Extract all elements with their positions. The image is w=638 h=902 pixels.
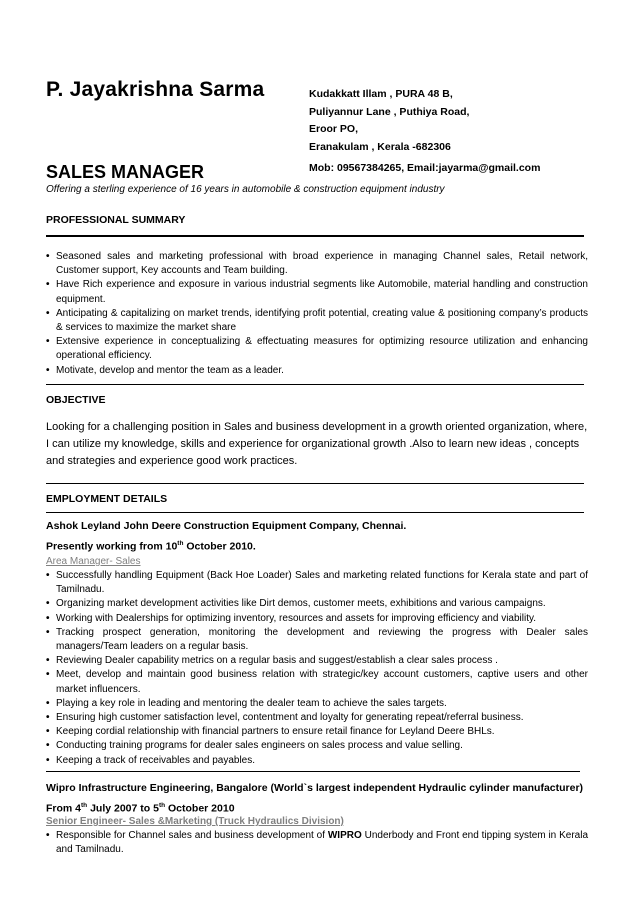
job-title: SALES MANAGER bbox=[46, 162, 205, 182]
list-item: • Successfully handling Equipment (Back Hoe Loader) Sales and marketing related functions for Kerala state and part of Tamilnadu. bbox=[46, 569, 588, 597]
job-duties-list bbox=[46, 829, 588, 857]
list-item: • Anticipating & capitalizing on market trends, identifying profit potential, creating value & positioning company’s products & services to maximize the market share bbox=[46, 307, 588, 335]
objective-heading: OBJECTIVE bbox=[46, 394, 106, 406]
section-divider bbox=[46, 384, 584, 385]
job-company bbox=[46, 780, 591, 818]
list-item: • Keeping cordial relationship with financial partners to ensure retail finance for Leyland Deere BHLs. bbox=[46, 725, 588, 739]
list-item: • Reviewing Dealer capability metrics on a regular basis and suggest/establish a clear sales process . bbox=[46, 654, 588, 668]
tagline: Offering a sterling experience of 16 years in automobile & construction equipment industry bbox=[46, 184, 445, 195]
section-divider bbox=[46, 771, 580, 772]
section-divider bbox=[46, 512, 584, 513]
list-item: • Responsible for Channel sales and business development of WIPRO Underbody and Front end tipping system in Kerala and Tamilnadu. bbox=[46, 829, 588, 857]
list-item: • Working with Dealerships for optimizing inventory, resources and assets for improving efficiency and viability. bbox=[46, 612, 588, 626]
list-item: • Conducting training programs for dealer sales engineers on sales process and value selling. bbox=[46, 739, 588, 753]
section-divider bbox=[46, 483, 584, 484]
summary-list bbox=[46, 250, 588, 378]
list-item: • Keeping a track of receivables and payables. bbox=[46, 754, 588, 768]
address-line: Eroor PO, bbox=[309, 123, 359, 135]
list-item: • Meet, develop and maintain good business relation with strategic/key account customers, captive users and other market influencers. bbox=[46, 668, 588, 696]
job-role: Area Manager- Sales bbox=[46, 556, 141, 567]
job-duties-list bbox=[46, 569, 588, 768]
list-item: • Motivate, develop and mentor the team as a leader. bbox=[46, 364, 588, 378]
company-name: Wipro Infrastructure Engineering, Bangalore (World`s largest independent Hydraulic cylinder manufacturer) bbox=[46, 782, 584, 794]
list-item: • Tracking prospect generation, monitoring the development and reviewing the progress with Dealer sales managers/Team leaders on a regular basis. bbox=[46, 626, 588, 654]
company-name: Ashok Leyland John Deere Construction Equipment Company, Chennai. bbox=[46, 520, 407, 532]
list-item: • Playing a key role in leading and mentoring the dealer team to achieve the sales targets. bbox=[46, 697, 588, 711]
list-item: • Have Rich experience and exposure in various industrial segments like Automobile, material handling and construction equipment. bbox=[46, 278, 588, 306]
job-role: Senior Engineer- Sales &Marketing (Truck Hydraulics Division) bbox=[46, 816, 344, 827]
job-period: From 4th July 2007 to 5th October 2010 bbox=[46, 802, 235, 815]
list-item: • Seasoned sales and marketing professional with broad experience in managing Channel sales, Retail network, Customer support, Key accounts and Team building. bbox=[46, 250, 588, 278]
list-item: • Ensuring high customer satisfaction level, contentment and loyalty for generating repeat/referral business. bbox=[46, 711, 588, 725]
address-line: Kudakkatt Illam , PURA 48 B, bbox=[309, 88, 453, 100]
candidate-name: P. Jayakrishna Sarma bbox=[46, 78, 265, 101]
list-item: • Organizing market development activities like Dirt demos, customer meets, exhibitions and various campaigns. bbox=[46, 597, 588, 611]
address-block bbox=[309, 86, 540, 178]
employment-heading: EMPLOYMENT DETAILS bbox=[46, 493, 168, 505]
job-company bbox=[46, 518, 591, 556]
job-period: Presently working from 10th October 2010. bbox=[46, 540, 256, 553]
address-line: Eranakulam , Kerala -682306 bbox=[309, 140, 451, 153]
objective-text: Looking for a challenging position in Sales and business development in a growth oriented organization, where, I can utilize my knowledge, skills and experience for organizational growth .Also to learn new ideas , concepts and strategies and experience good work practices. bbox=[46, 421, 588, 467]
summary-heading: PROFESSIONAL SUMMARY bbox=[46, 214, 186, 226]
contact-line: Mob: 09567384265, Email:jayarma@gmail.com bbox=[309, 162, 541, 174]
list-item: • Extensive experience in conceptualizing & effectuating measures for optimizing resource utilization and enhancing operational efficiency. bbox=[46, 335, 588, 363]
section-divider bbox=[46, 235, 584, 237]
address-line: Puliyannur Lane , Puthiya Road, bbox=[309, 105, 470, 118]
